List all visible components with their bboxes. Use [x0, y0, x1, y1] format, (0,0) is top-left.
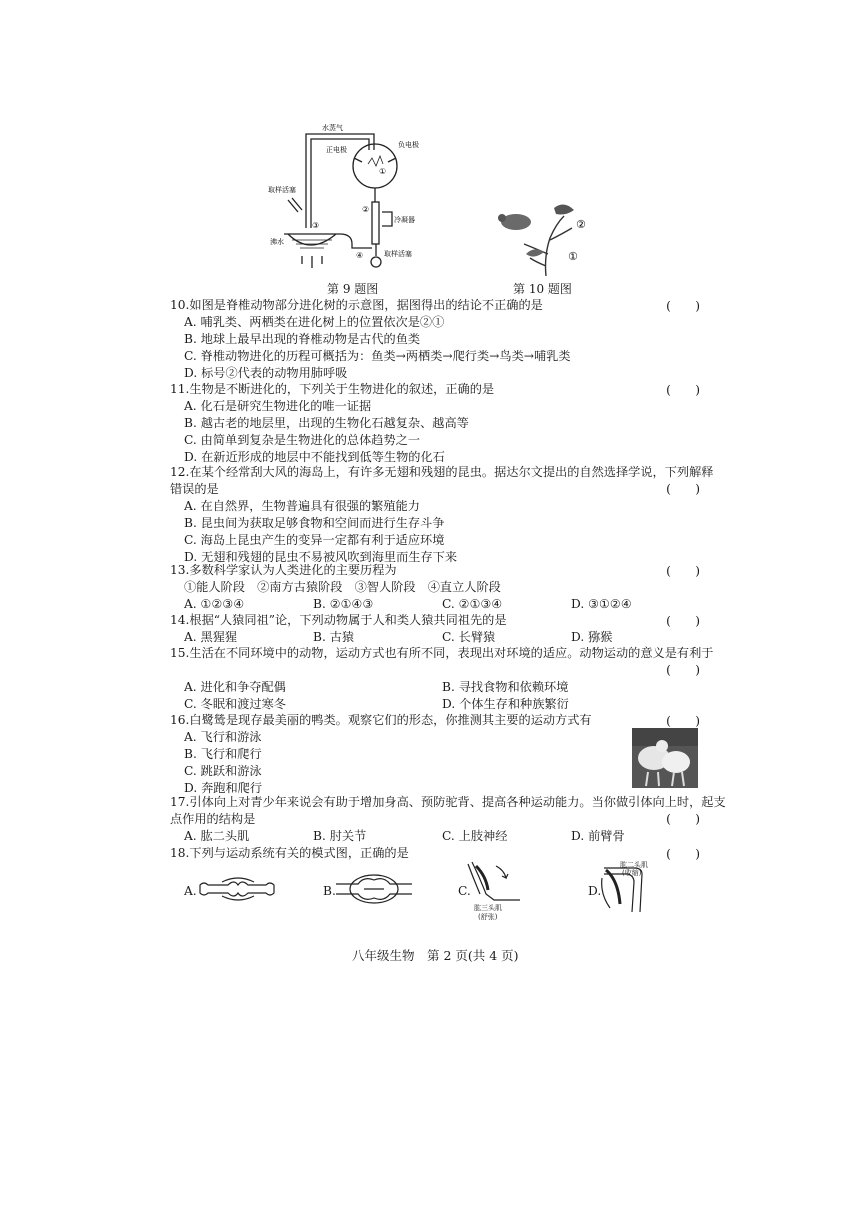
- question-17: [170, 794, 726, 845]
- q12-option-d: D. 无翅和残翅的昆虫不易被风吹到海里而生存下来: [184, 550, 458, 564]
- fig9-label-boiling-water: 沸水: [270, 238, 284, 246]
- question-16: [170, 712, 700, 797]
- egret-photo: [632, 728, 698, 788]
- q13-items: ①能人阶段 ②南方古猿阶段 ③智人阶段 ④直立人阶段: [184, 580, 501, 594]
- q17-option-b: B. 肘关节: [313, 829, 367, 843]
- q12-stem-cont: 错误的是: [170, 482, 219, 496]
- q16-option-c: C. 跳跃和游泳: [184, 764, 262, 778]
- q13-option-a: A. ①②③④: [184, 597, 245, 611]
- fig10-caption: 第 10 题图: [513, 282, 572, 296]
- q15-option-a: A. 进化和争夺配偶: [184, 680, 286, 694]
- q18-answer-paren[interactable]: ( ): [666, 847, 700, 861]
- q13-option-c: C. ②①③④: [442, 597, 503, 611]
- q17-option-c: C. 上肢神经: [442, 829, 508, 843]
- q14-option-c: C. 长臂猿: [442, 630, 496, 644]
- q18-option-b-joint-diagram: [334, 870, 414, 908]
- q10-stem: 10.如图是脊椎动物部分进化树的示意图，据图得出的结论不正确的是: [170, 298, 543, 312]
- q16-option-b: B. 飞行和爬行: [184, 747, 262, 761]
- question-14: [170, 612, 700, 646]
- bird-icon: [554, 204, 574, 214]
- q11-stem: 11.生物是不断进化的，下列关于生物进化的叙述，正确的是: [170, 382, 495, 396]
- q18-option-a-joint-diagram: [198, 876, 276, 902]
- q15-answer-paren[interactable]: ( ): [666, 663, 700, 677]
- fig9-label-vapor: 水蒸气: [322, 124, 343, 132]
- question-15: [170, 645, 714, 713]
- q18-c-label-relax: (舒张): [478, 913, 498, 921]
- q10-option-d: D. 标号②代表的动物用肺呼吸: [184, 366, 348, 380]
- q18-option-c-arm-diagram: [464, 860, 524, 908]
- q15-stem: 15.生活在不同环境中的动物，运动方式也有所不同，表现出对环境的适应。动物运动的意义是有利于: [170, 646, 714, 660]
- q18-option-a-label: A.: [184, 884, 197, 898]
- q16-option-d: D. 奔跑和爬行: [184, 781, 263, 795]
- question-13: [170, 562, 700, 613]
- q10-option-b: B. 地球上最早出现的脊椎动物是古代的鱼类: [184, 332, 421, 346]
- q12-option-c: C. 海岛上昆虫产生的变异一定都有利于适应环境: [184, 533, 445, 547]
- fig9-label-condenser: 冷凝器: [394, 216, 415, 224]
- fig10-marker-1: ①: [568, 250, 578, 263]
- question-12: [170, 464, 714, 566]
- q18-stem: 18.下列与运动系统有关的模式图，正确的是: [170, 846, 409, 860]
- q14-option-d: D. 猕猴: [571, 630, 613, 644]
- question-10: [170, 297, 700, 382]
- q12-stem: 12.在某个经常刮大风的海岛上，有许多无翅和残翅的昆虫。据达尔文提出的自然选择学说，下列解释: [170, 465, 714, 479]
- q17-answer-paren[interactable]: ( ): [666, 812, 700, 826]
- q13-answer-paren[interactable]: ( ): [666, 564, 700, 578]
- fig9-marker-1: ①: [379, 167, 387, 176]
- fig9-label-pos-electrode: 正电极: [326, 146, 347, 154]
- page-footer: 八年级生物 第 2 页(共 4 页): [352, 948, 519, 963]
- q18-d-label-biceps: 肱二头肌: [620, 861, 648, 869]
- q18-d-label-contract: (收缩): [622, 869, 642, 877]
- fig9-apparatus-diagram: [266, 116, 462, 278]
- q11-option-a: A. 化石是研究生物进化的唯一证据: [184, 399, 372, 413]
- fig9-label-piston-left: 取样活塞: [268, 186, 296, 194]
- q16-option-a: A. 飞行和游泳: [184, 730, 262, 744]
- q11-answer-paren[interactable]: ( ): [666, 383, 700, 397]
- q18-option-b-label: B.: [323, 884, 336, 898]
- q17-option-d: D. 前臂骨: [571, 829, 625, 843]
- q11-option-d: D. 在新近形成的地层中不能找到低等生物的化石: [184, 450, 445, 464]
- q18-c-label-triceps: 肱三头肌: [474, 904, 502, 912]
- q12-answer-paren[interactable]: ( ): [666, 482, 700, 496]
- q15-option-c: C. 冬眠和渡过寒冬: [184, 697, 286, 711]
- fig9-marker-2: ②: [362, 205, 370, 214]
- q12-option-b: B. 昆虫间为获取足够食物和空间而进行生存斗争: [184, 516, 445, 530]
- q11-option-b: B. 越古老的地层里，出现的生物化石越复杂、越高等: [184, 416, 469, 430]
- q12-option-a: A. 在自然界，生物普遍具有很强的繁殖能力: [184, 499, 420, 513]
- q17-option-a: A. 肱二头肌: [184, 829, 250, 843]
- fig9-marker-3: ③: [312, 221, 320, 230]
- q10-option-c: C. 脊椎动物进化的历程可概括为：鱼类→两栖类→爬行类→鸟类→哺乳类: [184, 349, 571, 363]
- q14-stem: 14.根据“人猿同祖”论，下列动物属于人和类人猿共同祖先的是: [170, 613, 507, 627]
- q13-option-b: B. ②①④③: [313, 597, 374, 611]
- fig10-marker-2: ②: [576, 218, 586, 231]
- fig10-evolution-tree: [490, 196, 600, 278]
- q15-option-d: D. 个体生存和种族繁衍: [442, 697, 569, 711]
- q15-option-b: B. 寻找食物和依赖环境: [442, 680, 569, 694]
- q17-stem: 17.引体向上对青少年来说会有助于增加身高、预防驼背、提高各种运动能力。当你做引体向上时，起支: [170, 795, 726, 809]
- q14-option-b: B. 古猿: [313, 630, 355, 644]
- q14-answer-paren[interactable]: ( ): [666, 614, 700, 628]
- q10-option-a: A. 哺乳类、两栖类在进化树上的位置依次是②①: [184, 315, 445, 329]
- fig9-label-neg-electrode: 负电极: [398, 141, 419, 149]
- fig9-marker-4: ④: [356, 251, 364, 260]
- q11-option-c: C. 由简单到复杂是生物进化的总体趋势之一: [184, 433, 421, 447]
- fig9-caption: 第 9 题图: [327, 282, 379, 296]
- q13-option-d: D. ③①②④: [571, 597, 632, 611]
- q14-option-a: A. 黑猩猩: [184, 630, 238, 644]
- q16-answer-paren[interactable]: ( ): [666, 714, 700, 728]
- fig9-label-piston-right: 取样活塞: [384, 250, 412, 258]
- q18-option-c-label: C.: [458, 884, 471, 898]
- question-11: [170, 381, 700, 466]
- q13-stem: 13.多数科学家认为人类进化的主要历程为: [170, 563, 397, 577]
- q18-option-d-label: D.: [588, 884, 602, 898]
- q16-stem: 16.白鹭鸶是现存最美丽的鸭类。观察它们的形态，你推测其主要的运动方式有: [170, 713, 592, 727]
- q10-answer-paren[interactable]: ( ): [666, 299, 700, 313]
- q17-stem-cont: 点作用的结构是: [170, 812, 256, 826]
